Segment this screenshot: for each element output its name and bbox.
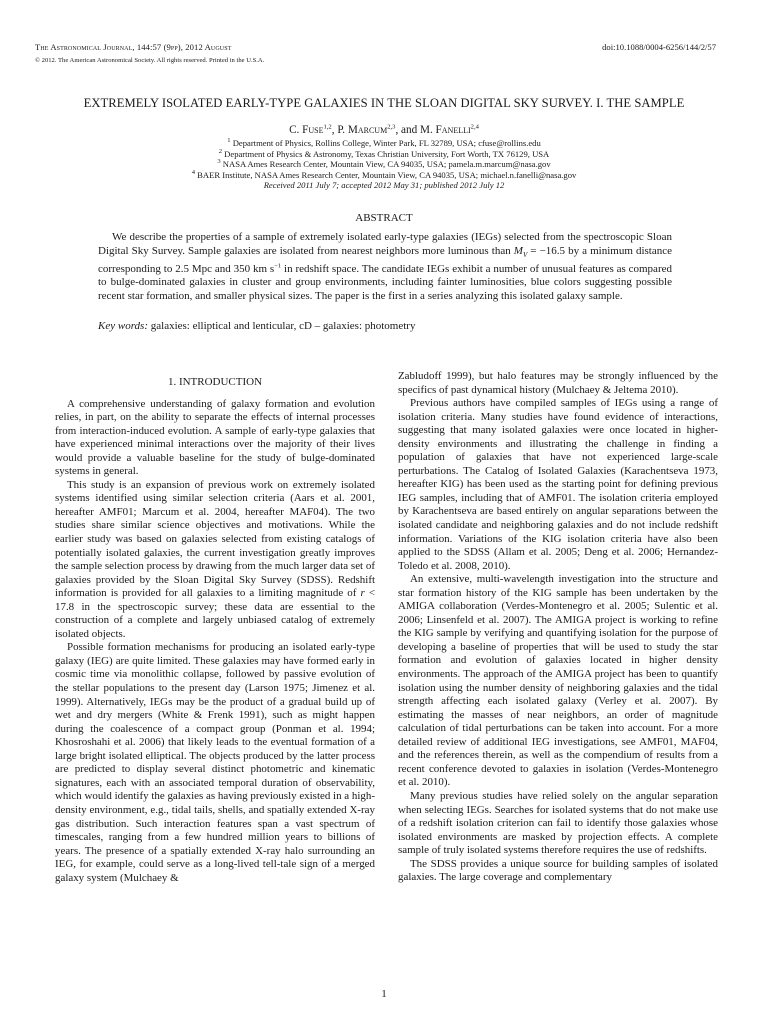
paragraph-text: This study is an expansion of previous work on extremely isolated systems identified using similar selection criteria (Aars et al. 2001, hereafter AMF01; Marcum et al. 2004, hereafter MAF04). The two studies share similar science objectives and motivations. While the earlier study was based on galaxies selected from existing catalogs of potentially isolated galaxies, the current investigation greatly improves the sample selection process by drawing from the much larger data set of galaxies provided by the Sloan Digital Sky Survey (SDSS). Redshift information is provided for all galaxies to a limiting magnitude of: [55, 478, 375, 600]
affiliation-text: Department of Physics & Astronomy, Texas Christian University, Fort Worth, TX 76129, USA: [224, 148, 550, 159]
author-name: P. Marcum: [337, 124, 388, 136]
left-column: [55, 370, 375, 885]
running-header: [35, 42, 264, 66]
affiliation-text: NASA Ames Research Center, Mountain View, CA 94035, USA; pamela.m.marcum@nasa.gov: [222, 159, 551, 170]
math-symbol: M: [513, 244, 523, 257]
author-name: M. Fanelli: [420, 124, 471, 136]
math-expression: < 17.8: [55, 587, 375, 613]
affiliation-line: [0, 138, 768, 149]
author-affil-marker: 1,2: [323, 123, 332, 131]
received-dates: Received 2011 July 7; accepted 2012 May 31; published 2012 July 12: [263, 180, 505, 191]
paper-title: EXTREMELY ISOLATED EARLY-TYPE GALAXIES IN THE SLOAN DIGITAL SKY SURVEY. I. THE SAMPLE: [83, 96, 685, 110]
affiliations: [0, 138, 768, 191]
author-affil-marker: 2,3: [387, 123, 396, 131]
affiliation-line: [0, 149, 768, 160]
affiliation-number: 1: [227, 137, 231, 145]
paragraph: An extensive, multi-wavelength investigation into the structure and star formation history of the KIG sample has been undertaken by the AMIGA collaboration (Verdes-Montenegro et al. 2005; Sulentic et al. 2006; Linsenfeld et al. 2007). The AMIGA project is working to refine the KIG sample by verifying and quantifying isolation for the purpose of developing a baseline of properties that will be used to study the star formation and evolution of galaxies located in higher density environments. The approach of the AMIGA project has been to quantify isolation using the number density of neighboring galaxies and the tidal strength affecting each isolated galaxy (Verley et al. 2007). By estimating the masses of near neighbors, an order of magnitude calculation of tidal perturbations can be taken into account. For a more detailed review of additional IEG investigations, see AMF01, MAF04, and the references therein, as well as the compendium of results from a recent conference devoted to galaxies in isolation (Verdes-Montenegro et al. 2010).: [398, 573, 718, 789]
math-superscript: −1: [274, 261, 282, 269]
keywords-text: galaxies: elliptical and lenticular, cD – galaxies: photometry: [150, 320, 416, 332]
affiliation-line: [0, 170, 768, 181]
paragraph-text: in the spectroscopic survey; these data are essential to the construction of a complete and largely unbiased catalog of extremely isolated objects.: [55, 600, 375, 640]
abstract-body: [98, 231, 672, 304]
affiliation-text: BAER Institute, NASA Ames Research Center, Mountain View, CA 94035, USA; michael.n.fanelli@nasa.gov: [197, 169, 577, 180]
paragraph: The SDSS provides a unique source for building samples of isolated galaxies. The large coverage and complementary: [398, 857, 718, 884]
paragraph: Possible formation mechanisms for producing an isolated early-type galaxy (IEG) are quite limited. These galaxies may have formed early in cosmic time via monolithic collapse, followed by passive evolution of the stellar populations to the present day (Larson 1975; Jimenez et al. 1999). Alternatively, IEGs may be the product of a gradual build up of wet and dry mergers (White & Frenk 1991), such as might happen during the coalescence of a compact group (Ponman et al. 1994; Khosroshahi et al. 2006) that likely leads to the eventual formation of a large bright isolated elliptical. The objects produced by the latter process are predicted to display several distinct photometric and kinematic signatures, each with an associated temporal duration of observability, which would identify the galaxies as having previously existed in a high-density environment, e.g., tidal tails, shells, and spatially extended X-ray gas distribution. Such interaction features span a vast spectrum of timescales, ranging from a few hundred million years to billions of years. The presence of a spatially extended X-ray halo surrounding an IEG, for example, could serve as a long-lived tell-tale sign of a merged galaxy system (Mulchaey &: [55, 641, 375, 884]
math-subscript: V: [522, 250, 528, 259]
paragraph: Previous authors have compiled samples of IEGs using a range of isolation criteria. Many studies have found evidence of interactions, suggesting that many isolated galaxies were once located in higher-density environments and illustrating the challenge in finding a population of galaxies that have not experienced large-scale perturbations. The Catalog of Isolated Galaxies (Karachentseva 1973, hereafter KIG) has been used as the starting point for defining previous IEG samples, including that of AMF01. The isolation criteria employed by Karachentseva are based entirely on angular separations between the isolated candidate and neighboring galaxies and do not include redshift information. Variations of the KIG isolation criteria have also been applied to the SDSS (Allam et al. 2005; Deng et al. 2006; Hernandez-Toledo et al. 2008, 2010).: [398, 397, 718, 572]
abstract-text: in redshift space. The candidate IEGs exhibit a number of unusual features as compared to bulge-dominated galaxies in cluster and group environments, including fainter luminosities, blue colors suggesting possible recent star formation, and smaller physical sizes. The paper is the first in a series analyzing this isolated galaxy sample.: [98, 262, 672, 302]
paragraph: [55, 479, 375, 642]
math-expression: = −16.5: [527, 244, 566, 257]
author-name: C. Fuse: [289, 124, 324, 136]
affiliation-line: [0, 159, 768, 170]
keywords: [98, 320, 672, 332]
author-separator: , and: [395, 124, 420, 136]
affiliation-number: 4: [191, 168, 195, 176]
abstract-heading: ABSTRACT: [355, 212, 413, 224]
journal-citation: The Astronomical Journal, 144:57 (9pp), 2012 August: [35, 42, 232, 52]
abstract-text: by a minimum distance corresponding to 2.5 Mpc and 350 km s: [98, 244, 672, 275]
paragraph: Many previous studies have relied solely on the angular separation when selecting IEGs. Searches for isolated systems that do not make use of a redshift isolation criterion can fail to identify those galaxies whose isolated environments are masked by projection effects. A complete sample of truly isolated systems therefore requires the use of redshifts.: [398, 789, 718, 857]
affiliation-number: 2: [218, 147, 223, 155]
copyright-notice: © 2012. The American Astronomical Society. All rights reserved. Printed in the U.S.A.: [35, 57, 265, 64]
section-heading: 1. INTRODUCTION: [167, 376, 263, 388]
abstract-text: We describe the properties of a sample of extremely isolated early-type galaxies (IEGs) selected from the spectroscopic Sloan Digital Sky Survey. Sample galaxies are isolated from nearest neighbors more luminous than: [98, 231, 672, 257]
author-separator: ,: [331, 124, 338, 136]
page-number: 1: [381, 988, 387, 1000]
affiliation-text: Department of Physics, Rollins College, Winter Park, FL 32789, USA; cfuse@rollins.edu: [232, 138, 541, 148]
right-column: [398, 370, 718, 885]
paragraph: A comprehensive understanding of galaxy formation and evolution relies, in part, on the ability to separate the effects of internal processes from interaction-induced evolution. A sample of early-type galaxies that have experienced minimal interactions over the majority of their lives would provide a valuable baseline for the study of bulge-dominated systems in general.: [55, 397, 375, 478]
author-list: [0, 124, 768, 136]
author-affil-marker: 2,4: [470, 123, 479, 131]
keywords-label: Key words:: [98, 320, 149, 332]
affiliation-number: 3: [217, 158, 221, 166]
doi: doi:10.1088/0004-6256/144/2/57: [602, 42, 716, 52]
paragraph: Zabludoff 1999), but halo features may be strongly influenced by the specifics of past dynamical history (Mulchaey & Jeltema 2010).: [398, 370, 718, 396]
math-symbol: r: [360, 587, 365, 600]
